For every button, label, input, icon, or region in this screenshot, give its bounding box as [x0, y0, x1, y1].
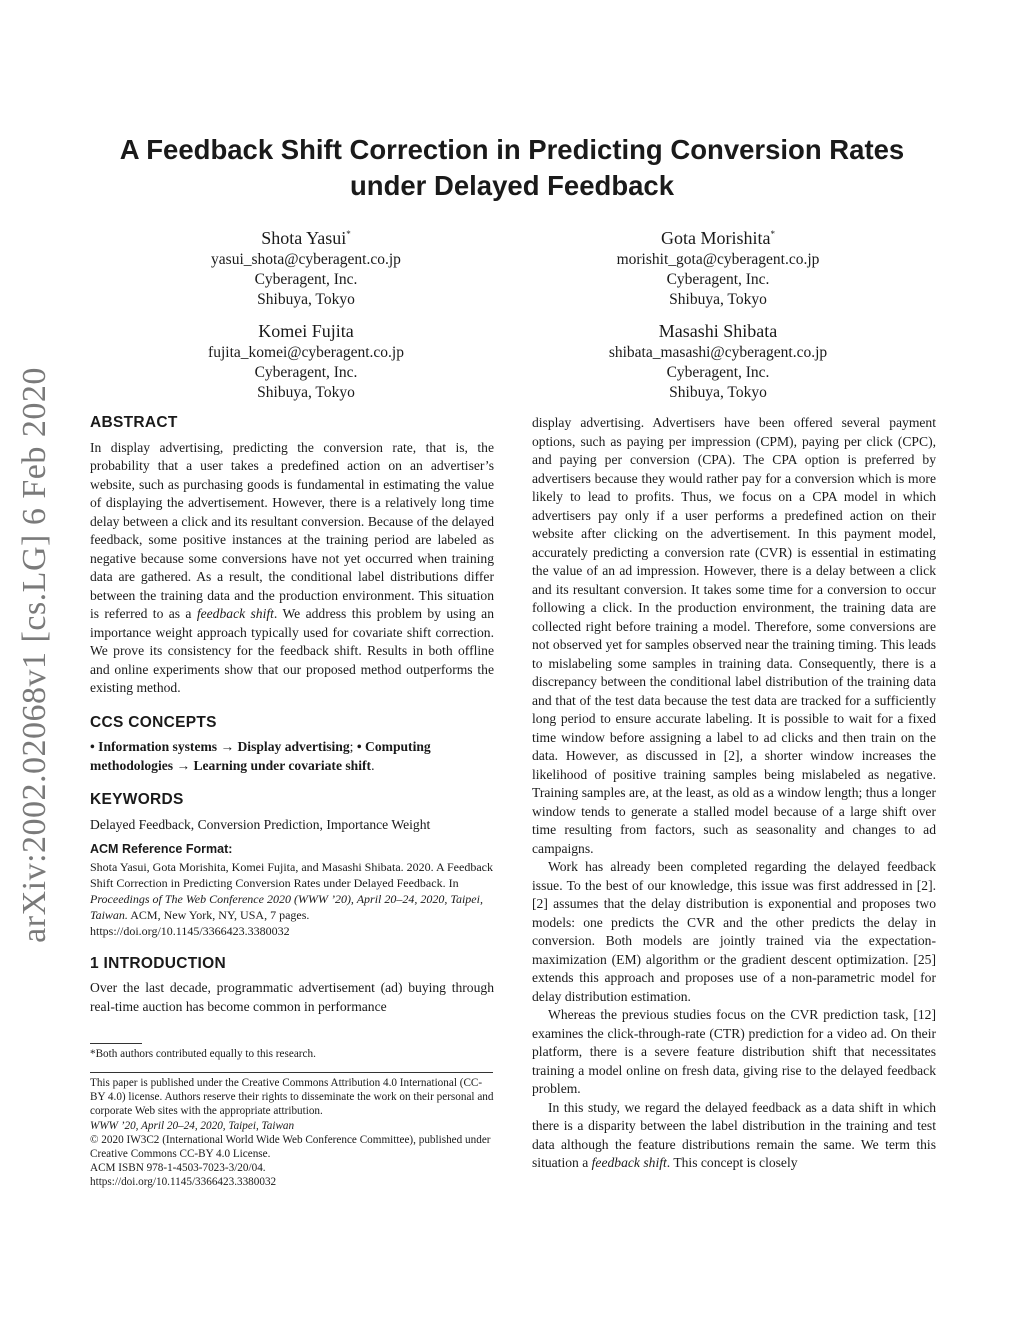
- copyright-text: © 2020 IW3C2 (International World Wide Web Conference Committee), published under Creative Commons CC-BY 4.0 License.: [90, 1133, 491, 1161]
- license-rule: [90, 1072, 493, 1073]
- author-affiliation: Cyberagent, Inc.: [254, 364, 358, 381]
- author-location: Shibuya, Tokyo: [257, 291, 355, 308]
- author-email: morishit_gota@cyberagent.co.jp: [616, 251, 820, 268]
- author-email: shibata_masashi@cyberagent.co.jp: [608, 344, 828, 361]
- license-block: [90, 1076, 494, 1190]
- ccs-heading: CCS CONCEPTS: [90, 713, 217, 731]
- isbn-text: ACM ISBN 978-1-4503-7023-3/20/04.: [90, 1162, 266, 1175]
- author-affiliation: Cyberagent, Inc.: [254, 271, 358, 288]
- ccs-concepts: • Information systems → Display advertising; • Computing methodologies → Learning under covariate shift.: [90, 739, 431, 773]
- abstract-text: In display advertising, predicting the conversion rate, that is, the probability that a user takes a predefined action on an advertiser’s website, such as purchasing goods is fundamental in estimating the value of displaying the advertisement. However, there is a relatively long time delay between a click and its resultant conversion. Because of the delayed feedback, some positive instances at the training period are labeled as negative because some conversions have not yet occurred when training data are gathered. As a result, the conditional label distributions differ between the training data and the production environment. This situation is referred to as a feedback shift. We address this problem by using an importance weight approach typically used for covariate shift correction. We prove its consistency for the feedback shift. Results in both offline and online experiments show that our proposed method outperforms the existing method.: [90, 439, 494, 695]
- title-line-2: under Delayed Feedback: [349, 170, 674, 201]
- keywords-heading: KEYWORDS: [90, 791, 184, 808]
- author-affiliation: Cyberagent, Inc.: [666, 364, 770, 381]
- author-mark: *: [770, 229, 775, 239]
- acm-reference-text: Shota Yasui, Gota Morishita, Komei Fujita, and Masashi Shibata. 2020. A Feedback Shift Correction in Predicting Conversion Rates under Delayed Feedback. In Proceedings of The Web Conference 2020 (WWW ’20), April 20–24, 2020, Taipei, Taiwan. ACM, New York, NY, USA, 7 pages. https://doi.org/10.1145/3366423.3380032: [90, 859, 493, 938]
- left-column: [90, 414, 494, 1016]
- author-name: Komei Fujita: [258, 321, 354, 341]
- intro-paragraph-2: Work has already been completed regarding the delayed feedback issue. To the best of our knowledge, this issue was first addressed in [2]. [2] assumes that the delay distribution is exponential and proposes two models: one predicts the CVR and the other predicts the delay in conversion. Both models are jointly trained via the expectation-maximization (EM) algorithm or the gradient descent optimization. [25] extends this approach and proposes use of a non-parametric model for delay distribution estimation.: [532, 859, 936, 1004]
- arxiv-identifier: arXiv:2002.02068v1 [cs.LG] 6 Feb 2020: [16, 367, 53, 943]
- author-location: Shibuya, Tokyo: [669, 291, 767, 308]
- author-block-3: [96, 319, 516, 403]
- footnote-equal-contribution: *Both authors contributed equally to this research.: [90, 1048, 316, 1060]
- author-name: Gota Morishita: [661, 228, 771, 248]
- right-column: [532, 414, 936, 1173]
- title-line-1: A Feedback Shift Correction in Predicting Conversion Rates: [119, 134, 905, 165]
- author-affiliation: Cyberagent, Inc.: [666, 271, 770, 288]
- abstract-emphasis: feedback shift: [196, 606, 274, 621]
- author-name: Masashi Shibata: [658, 321, 778, 341]
- author-block-1: [96, 222, 516, 310]
- intro-paragraph-3: Whereas the previous studies focus on the CVR prediction task, [12] examines the click-through-rate (CTR) prediction for a video ad. On their platform, there is a severe feature distribution shift that necessitates training a model online on fresh data, giving rise to the delayed feedback problem.: [532, 1007, 936, 1096]
- abstract-heading: ABSTRACT: [90, 414, 178, 431]
- author-location: Shibuya, Tokyo: [669, 384, 767, 401]
- doi-link[interactable]: https://doi.org/10.1145/3366423.3380032: [90, 1176, 277, 1189]
- introduction-text-left: Over the last decade, programmatic advertisement (ad) buying through real-time auction has become common in performance: [90, 980, 494, 1014]
- author-block-2: [508, 222, 928, 310]
- conference-info: WWW ’20, April 20–24, 2020, Taipei, Taiwan: [90, 1119, 295, 1132]
- acm-reference-heading: ACM Reference Format:: [90, 842, 233, 856]
- author-mark: *: [346, 229, 351, 239]
- author-name: Shota Yasui: [261, 228, 347, 248]
- author-block-4: [508, 319, 928, 403]
- introduction-heading: 1 INTRODUCTION: [90, 954, 226, 972]
- keywords-text: Delayed Feedback, Conversion Prediction, Importance Weight: [90, 816, 431, 832]
- paper-title: [90, 132, 934, 204]
- intro-paragraph-1: display advertising. Advertisers have been offered several payment options, such as paying per impression (CPM), paying per click (CPC), and paying per conversion (CPA). The CPA option is preferred by advertisers because they would rather pay for a conversion which is more likely to lead to profits. Thus, we focus on a CPA model in which advertisers pay only if a user performs a predefined action on their website after clicking on the advertisement. In this payment model, accurately predicting a conversion rate (CVR) is essential in estimating the value of an ad impression. However, there is a delay between a click and its resultant conversion. It takes some time for a conversion to occur following a click. In the production environment, the training data are collected right before training a model. Therefore, some conversions are not observed yet for samples observed near the training timing. This leads to mislabeling some samples in training data. Consequently, there is a discrepancy between the conditional label distribution of the training data and that of the test data because the test data are tracked for a sufficiently long period to ensure accurate labeling. It is possible to wait for a fixed time window before assigning a label to ad clicks and then train on the data. However, as discussed in [2], a shorter window increases the likelihood of positive training samples being mislabeled as negative. Training samples are, at the least, as old as a window length; thus a longer window tends to generate a stalled model because of a large shift over time resulting from factors, such as seasonality and changes to ad campaigns.: [532, 415, 936, 856]
- license-text: This paper is published under the Creative Commons Attribution 4.0 International (CC-BY 4.0) license. Authors reserve their rights to disseminate the work on their personal and corporate Web sites with the appropriate attribution.: [90, 1077, 494, 1118]
- footnote-rule: [90, 1043, 142, 1044]
- intro-paragraph-4: In this study, we regard the delayed feedback as a data shift in which there is a disparity between the label distribution in the training and test data although the feature distributions remain the same. We term this situation a feedback shift. This concept is closely: [532, 1099, 936, 1170]
- author-email: yasui_shota@cyberagent.co.jp: [211, 251, 401, 268]
- author-email: fujita_komei@cyberagent.co.jp: [208, 344, 404, 361]
- author-location: Shibuya, Tokyo: [257, 384, 355, 401]
